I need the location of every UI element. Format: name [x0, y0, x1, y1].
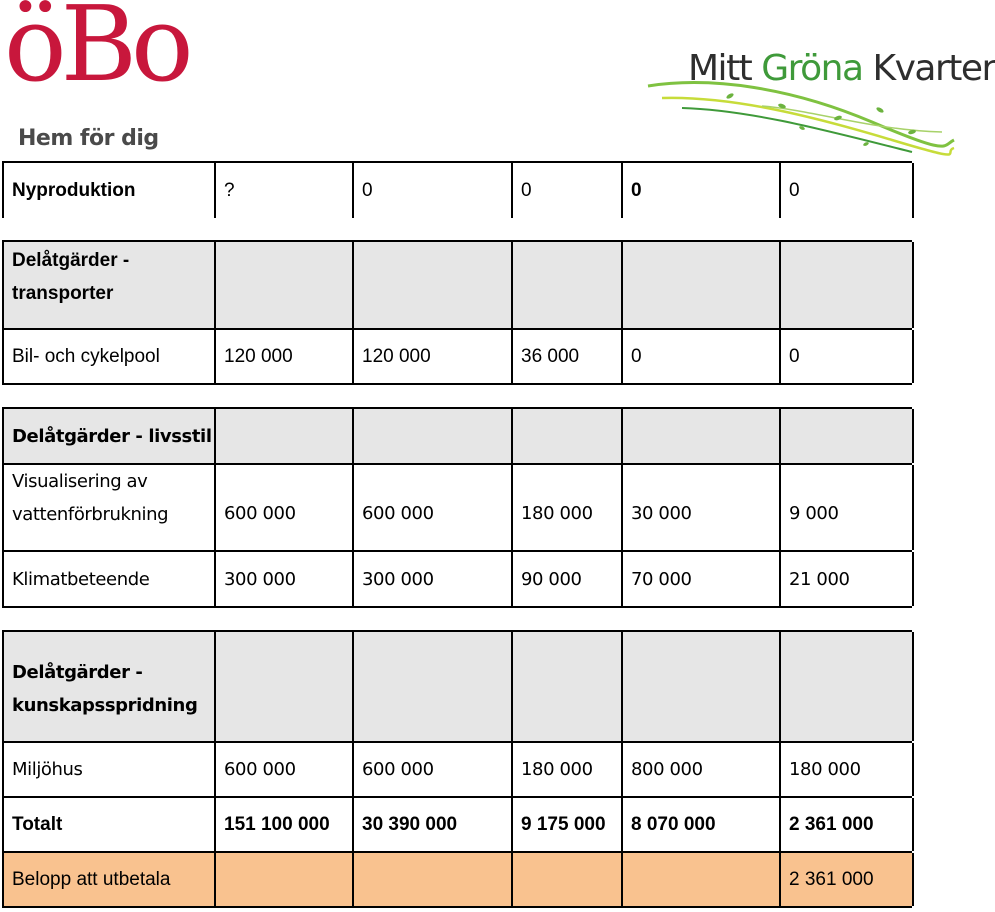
row-label: Bil- och cykelpool — [4, 330, 216, 383]
table-cell — [623, 409, 781, 463]
table-cell: ? — [216, 163, 354, 218]
table-cell — [623, 632, 781, 741]
table-row — [2, 161, 912, 218]
payout-row — [2, 851, 912, 908]
row-label: Belopp att utbetala — [4, 853, 216, 906]
table-cell: 0 — [623, 163, 781, 218]
row-label: Visualisering av vattenförbrukning — [4, 465, 216, 550]
table-cell: 9 175 000 — [513, 798, 623, 851]
table-cell — [216, 632, 354, 741]
table-cell: 0 — [354, 163, 513, 218]
table-cell: 300 000 — [354, 552, 513, 606]
table-cell: 0 — [781, 163, 914, 218]
table-row — [2, 328, 912, 385]
row-label: Nyproduktion — [4, 163, 216, 218]
table-cell — [781, 242, 914, 328]
table-cell: 9 000 — [781, 465, 914, 550]
table-row — [2, 741, 912, 796]
table-cell: 21 000 — [781, 552, 914, 606]
payout-amount: 2 361 000 — [781, 853, 914, 906]
table-cell — [623, 853, 781, 906]
total-row — [2, 796, 912, 851]
table-cell: 2 361 000 — [781, 798, 914, 851]
obo-logo-tagline: Hem för dig — [18, 126, 159, 151]
table-cell: 30 390 000 — [354, 798, 513, 851]
section-title: Delåtgärder - transporter — [4, 242, 216, 328]
table-cell — [513, 409, 623, 463]
table-cell — [354, 632, 513, 741]
table-cell — [216, 853, 354, 906]
section-header-row — [2, 407, 912, 463]
table-cell: 151 100 000 — [216, 798, 354, 851]
table-cell — [513, 242, 623, 328]
table-cell: 180 000 — [513, 743, 623, 796]
table-cell — [354, 853, 513, 906]
table-cell: 90 000 — [513, 552, 623, 606]
table-cell: 36 000 — [513, 330, 623, 383]
table-cell — [513, 853, 623, 906]
table-cell: 30 000 — [623, 465, 781, 550]
table-cell: 8 070 000 — [623, 798, 781, 851]
table-cell — [216, 242, 354, 328]
table-cell: 180 000 — [781, 743, 914, 796]
table-cell — [354, 242, 513, 328]
table-cell — [623, 242, 781, 328]
obo-logo-wordmark: öBo — [4, 0, 188, 105]
row-label: Totalt — [4, 798, 216, 851]
table-cell: 0 — [623, 330, 781, 383]
row-label: Klimatbeteende — [4, 552, 216, 606]
section-header-row — [2, 630, 912, 741]
obo-logo — [0, 0, 188, 158]
mitt-grona-kvarter-logo — [642, 36, 995, 158]
table-cell: 0 — [513, 163, 623, 218]
table-row — [2, 550, 912, 608]
table-cell — [513, 632, 623, 741]
table-cell: 120 000 — [354, 330, 513, 383]
table-cell — [781, 632, 914, 741]
table-cell: 800 000 — [623, 743, 781, 796]
table-cell: 600 000 — [354, 465, 513, 550]
section-header-row — [2, 240, 912, 328]
table-cell: 600 000 — [216, 465, 354, 550]
table-cell: 180 000 — [513, 465, 623, 550]
table-row — [2, 463, 912, 550]
table-cell: 600 000 — [354, 743, 513, 796]
section-title: Delåtgärder - kunskapsspridning — [4, 632, 216, 741]
section-title: Delåtgärder - livsstil — [4, 409, 216, 463]
table-cell: 0 — [781, 330, 914, 383]
table-cell — [354, 409, 513, 463]
table-cell — [781, 409, 914, 463]
mitt-grona-kvarter-wordmark: Mitt Gröna Kvarter — [688, 48, 995, 89]
table-cell: 300 000 — [216, 552, 354, 606]
table-cell — [216, 409, 354, 463]
row-label: Miljöhus — [4, 743, 216, 796]
table-cell: 120 000 — [216, 330, 354, 383]
table-cell: 70 000 — [623, 552, 781, 606]
table-cell: 600 000 — [216, 743, 354, 796]
